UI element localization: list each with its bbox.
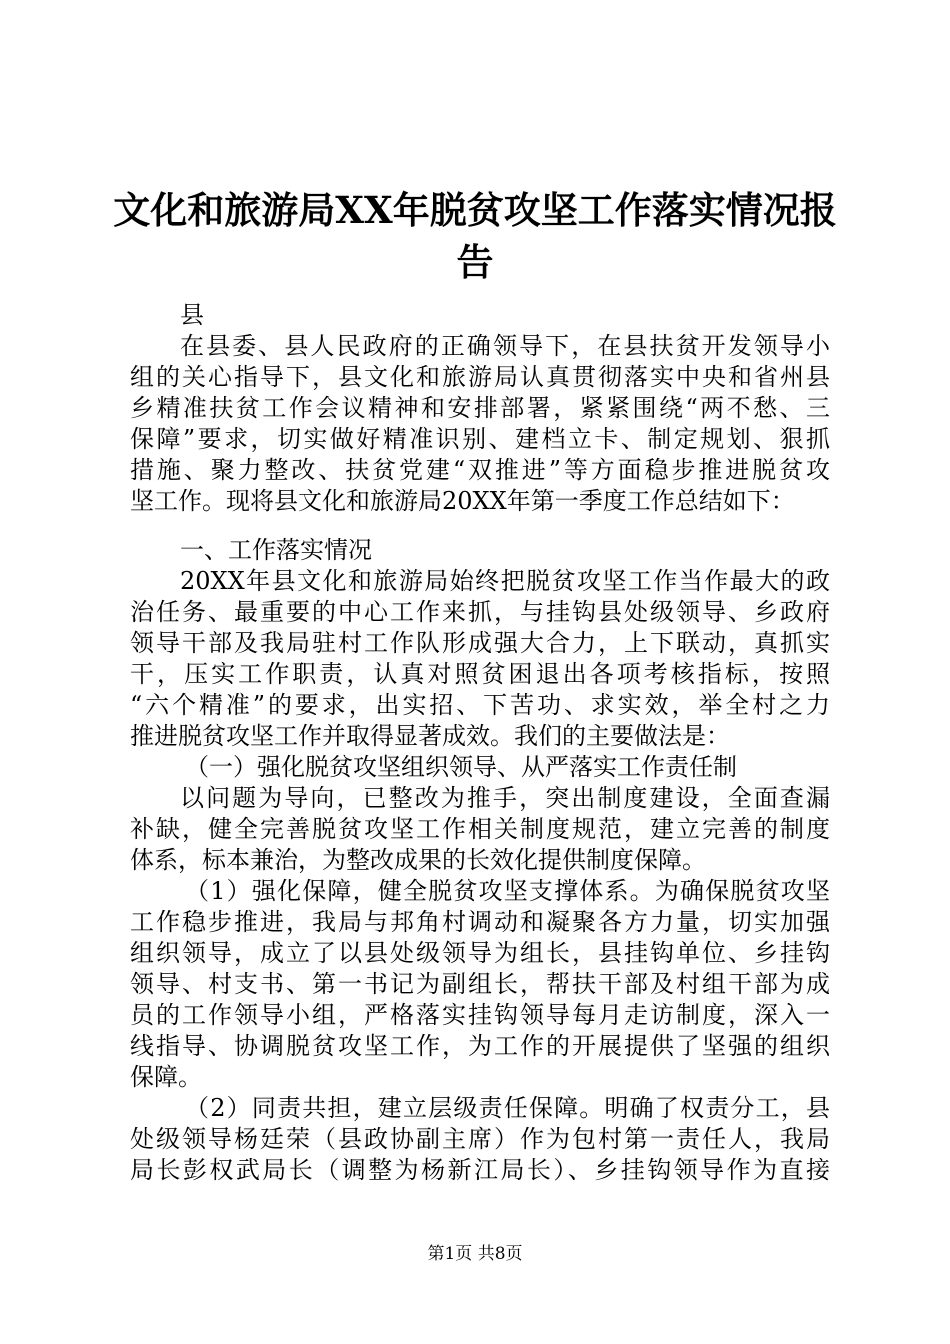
paragraph-line: 推进脱贫攻坚工作并取得显著成效。我们的主要做法是： — [130, 722, 730, 750]
paragraph-line: 领导干部及我局驻村工作队形成强大合力，上下联动，真抓实 — [130, 629, 830, 657]
paragraph-line: 以问题为导向，已整改为推手，突出制度建设，全面查漏 — [180, 784, 830, 812]
section-heading: 一、工作落实情况 — [180, 536, 372, 564]
paragraph-line: “六个精准”的要求，出实招、下苦功、求实效，举全村之力 — [130, 691, 830, 719]
paragraph-line: 工作稳步推进，我局与邦角村调动和凝聚各方力量，切实加强 — [130, 908, 830, 936]
paragraph-line: （2）同责共担，建立层级责任保障。明确了权责分工，县 — [185, 1094, 830, 1122]
paragraph-line: 组织领导，成立了以县处级领导为组长，县挂钩单位、乡挂钩 — [130, 939, 830, 967]
blank-line — [130, 517, 830, 535]
paragraph-line: 在县委、县人民政府的正确领导下，在县扶贫开发领导小 — [180, 332, 830, 360]
paragraph-line: （1）强化保障，健全脱贫攻坚支撑体系。为确保脱贫攻坚 — [185, 877, 830, 905]
paragraph-line: 坚工作。现将县文化和旅游局20XX年第一季度工作总结如下： — [130, 487, 795, 515]
paragraph-line: 组的关心指导下，县文化和旅游局认真贯彻落实中央和省州县 — [130, 363, 830, 391]
paragraph-line: 乡精准扶贫工作会议精神和安排部署，紧紧围绕“两不愁、三 — [130, 394, 830, 422]
paragraph-line: 线指导、协调脱贫攻坚工作，为工作的开展提供了坚强的组织 — [130, 1032, 830, 1060]
paragraph-line: 措施、聚力整改、扶贫党建“双推进”等方面稳步推进脱贫攻 — [130, 456, 830, 484]
paragraph-line: 干，压实工作职责，认真对照贫困退出各项考核指标，按照 — [130, 660, 830, 688]
paragraph-line: 补缺，健全完善脱贫攻坚工作相关制度规范，建立完善的制度 — [130, 815, 830, 843]
paragraph-line: 保障。 — [130, 1063, 202, 1091]
addressee-line: 县 — [180, 301, 204, 329]
subsection-heading: （一）强化脱贫攻坚组织领导、从严落实工作责任制 — [185, 753, 737, 781]
paragraph-line: 领导、村支书、第一书记为副组长，帮扶干部及村组干部为成 — [130, 970, 830, 998]
paragraph-line: 20XX年县文化和旅游局始终把脱贫攻坚工作当作最大的政 — [180, 567, 830, 595]
page-footer: 第1页 共8页 — [427, 1244, 523, 1264]
paragraph-line: 局长彭权武局长（调整为杨新江局长）、乡挂钩领导作为直接 — [130, 1156, 830, 1184]
document-body — [130, 300, 830, 1186]
document-title-continued: 告 — [456, 240, 494, 284]
paragraph-line: 治任务、最重要的中心工作来抓，与挂钩县处级领导、乡政府 — [130, 598, 830, 626]
paragraph-line: 保障”要求，切实做好精准识别、建档立卡、制定规划、狠抓 — [130, 425, 830, 453]
paragraph-line: 处级领导杨廷荣（县政协副主席）作为包村第一责任人，我局 — [130, 1125, 830, 1153]
document-title: 文化和旅游局XX年脱贫攻坚工作落实情况报 — [113, 188, 837, 232]
paragraph-line: 员的工作领导小组，严格落实挂钩领导每月走访制度，深入一 — [130, 1001, 830, 1029]
paragraph-line: 体系，标本兼治，为整改成果的长效化提供制度保障。 — [130, 846, 706, 874]
